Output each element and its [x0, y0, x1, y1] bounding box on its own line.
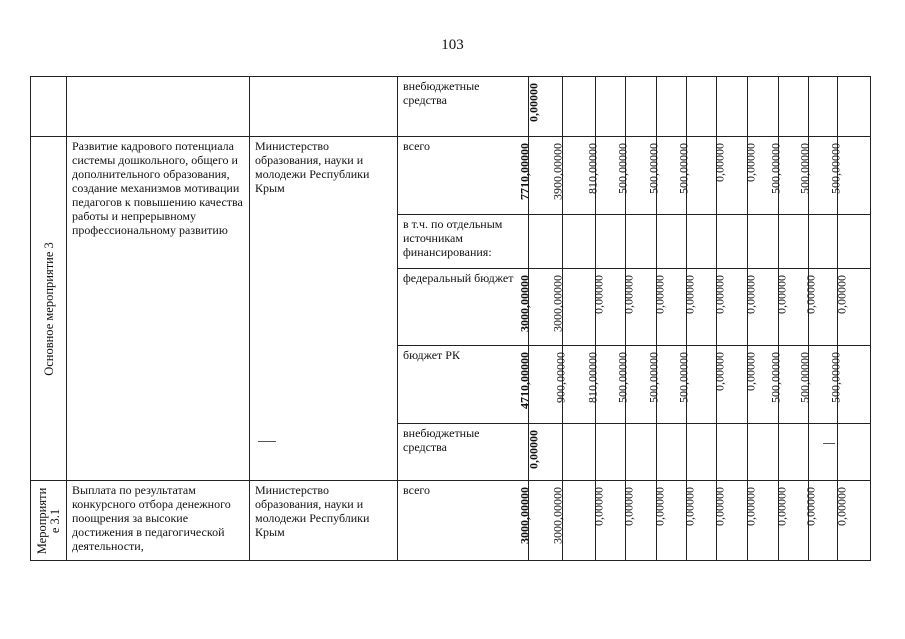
year-value-cell [657, 424, 687, 481]
prev-event-label-cell [31, 77, 67, 137]
year-value: 0,00000 [743, 143, 758, 182]
year-value-cell [803, 269, 838, 346]
year-value-cell [563, 77, 596, 137]
year-value-cell [834, 269, 871, 346]
year-value: 0,00000 [803, 487, 818, 526]
year-value: 0,00000 [743, 352, 758, 391]
year-value-cell [717, 77, 748, 137]
year-value-cell [828, 137, 871, 215]
year-value-cell [809, 215, 838, 269]
year-value: 0,00000 [652, 275, 666, 314]
table-row [31, 481, 871, 561]
year-value-cell [626, 424, 657, 481]
total-cell [529, 215, 563, 269]
year-value: 0,00000 [652, 487, 666, 526]
year-value: 3000,00000 [550, 275, 565, 332]
sub-event-label-line2: е 3.1 [47, 508, 62, 533]
total-value: 4710,00000 [517, 352, 531, 409]
year-value-cell [657, 77, 687, 137]
year-value-cell [687, 215, 717, 269]
year-value: 0,00000 [712, 275, 727, 314]
year-value-cell [838, 77, 871, 137]
year-value: 0,00000 [834, 275, 849, 314]
year-value: 0,00000 [743, 487, 758, 526]
year-value: 810,00000 [585, 143, 599, 194]
year-value: 0,00000 [774, 487, 788, 526]
year-value: 500,00000 [828, 352, 843, 403]
year-value-cell [834, 481, 871, 561]
scan-mark [258, 441, 276, 442]
year-value-cell [803, 481, 838, 561]
scan-mark [823, 443, 835, 444]
total-value: 0,00000 [526, 83, 540, 122]
year-value-cell [687, 77, 717, 137]
total-cell [526, 424, 563, 481]
year-value: 500,00000 [768, 352, 782, 403]
sub-event-executor: Министерство образования, науки и молодежи Республики Крым [250, 481, 398, 561]
prev-event-executor-cell [250, 77, 398, 137]
year-value: 500,00000 [615, 143, 630, 194]
year-value-cell [748, 77, 779, 137]
year-value: 900,00000 [553, 352, 568, 403]
table-row [31, 77, 871, 137]
year-value: 0,00000 [621, 275, 636, 314]
year-value-cell [748, 215, 779, 269]
year-value: 500,00000 [646, 352, 660, 403]
table-row [31, 137, 871, 215]
year-value: 500,00000 [828, 143, 843, 194]
year-value-cell [809, 424, 838, 481]
year-value-cell [563, 215, 596, 269]
total-value: 0,00000 [526, 430, 540, 469]
sub-event-label-line1: Мероприяти [34, 487, 49, 554]
year-value: 0,00000 [712, 143, 727, 182]
total-value: 3000,00000 [517, 275, 531, 332]
year-value-cell [717, 424, 748, 481]
year-value-cell [828, 346, 871, 424]
year-value: 0,00000 [682, 275, 696, 314]
year-value-cell [687, 424, 717, 481]
year-value-cell [838, 215, 871, 269]
year-value: 0,00000 [743, 275, 758, 314]
year-value: 500,00000 [797, 352, 812, 403]
year-value-cell [717, 215, 748, 269]
year-value: 500,00000 [646, 143, 660, 194]
funding-source: в т.ч. по отдельным источникам финансирования: [398, 215, 529, 269]
funding-source: всего [398, 137, 529, 215]
total-cell [526, 77, 563, 137]
year-value-cell [779, 77, 809, 137]
year-value: 810,00000 [585, 352, 599, 403]
year-value-cell [779, 215, 809, 269]
year-value: 500,00000 [676, 352, 690, 403]
year-value: 0,00000 [682, 487, 696, 526]
funding-source: внебюджетные средства [398, 424, 529, 481]
year-value: 500,00000 [797, 143, 812, 194]
year-value-cell [563, 424, 596, 481]
sub-event-description: Выплата по результатам конкурсного отбора денежного поощрения за высокие достижения в педагогической деятельности, [67, 481, 250, 561]
year-value-cell [626, 77, 657, 137]
page-number: 103 [441, 37, 464, 53]
main-event-executor: Министерство образования, науки и молодежи Республики Крым [250, 137, 398, 481]
year-value: 0,00000 [712, 352, 727, 391]
year-value: 0,00000 [591, 487, 605, 526]
year-value: 500,00000 [676, 143, 690, 194]
year-value-cell [596, 215, 626, 269]
year-value-cell [657, 215, 687, 269]
year-value: 0,00000 [621, 487, 636, 526]
year-value: 3900,00000 [550, 143, 565, 200]
year-value: 500,00000 [768, 143, 782, 194]
sub-event-label [36, 487, 62, 554]
budget-table [30, 76, 871, 561]
funding-source: всего [398, 481, 529, 561]
year-value: 0,00000 [834, 487, 849, 526]
year-value-cell [779, 424, 809, 481]
year-value-cell [596, 424, 626, 481]
year-value: 0,00000 [803, 275, 818, 314]
year-value-cell [626, 215, 657, 269]
main-event-label-cell [31, 137, 67, 481]
funding-source: внебюджетные средства [398, 77, 529, 137]
sub-event-label-cell [31, 481, 67, 561]
year-value-cell [596, 77, 626, 137]
year-value: 0,00000 [712, 487, 727, 526]
year-value-cell [748, 424, 779, 481]
funding-source: федеральный бюджет [398, 269, 529, 346]
year-value-cell [838, 424, 871, 481]
year-value: 3000,00000 [550, 487, 565, 544]
total-value: 3000,00000 [517, 487, 531, 544]
year-value-cell [809, 77, 838, 137]
year-value: 0,00000 [774, 275, 788, 314]
main-event-description: Развитие кадрового потенциала системы дошкольного, общего и дополнительного образования, создание механизмов мотивации педагогов к повышению качества работы и непрерывному профессиональному развитию [67, 137, 250, 481]
prev-event-description-cell [67, 77, 250, 137]
funding-source: бюджет РК [398, 346, 529, 424]
total-value: 7710,00000 [517, 143, 531, 200]
main-event-label: Основное мероприятие 3 [41, 241, 56, 376]
year-value: 500,00000 [615, 352, 630, 403]
year-value: 0,00000 [591, 275, 605, 314]
